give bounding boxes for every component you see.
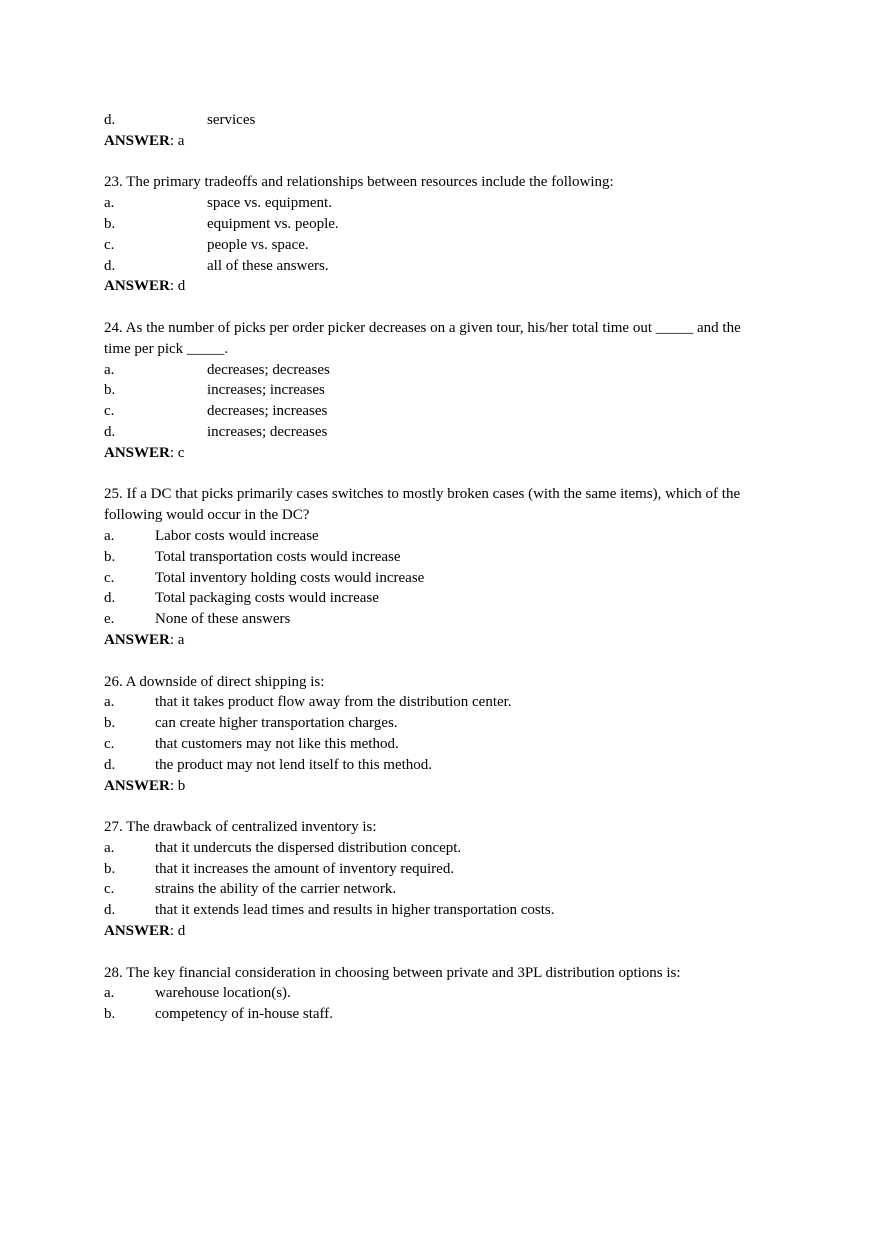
- option-letter: a.: [104, 195, 115, 212]
- option-a: [104, 526, 784, 547]
- option-letter: a.: [104, 361, 115, 378]
- option-text: that it undercuts the dispersed distribution concept.: [155, 839, 462, 856]
- option-text: increases; decreases: [207, 423, 328, 440]
- option-letter: d.: [104, 423, 116, 440]
- option-text: services: [207, 112, 256, 128]
- option-text: all of these answers.: [207, 257, 329, 274]
- answer-value: : a: [169, 132, 185, 149]
- question-25-text-line2: following would occur in the DC?: [104, 507, 310, 524]
- option-text: increases; increases: [207, 382, 325, 399]
- option-b: [104, 713, 784, 734]
- answer-label: ANSWER: [104, 132, 170, 149]
- answer-label: ANSWER: [104, 444, 170, 461]
- option-letter: d.: [104, 257, 116, 274]
- answer-value: : a: [169, 631, 185, 648]
- option-b: [104, 1004, 784, 1025]
- option-letter: b.: [104, 860, 116, 877]
- option-text: equipment vs. people.: [207, 215, 339, 232]
- option-letter: a.: [104, 527, 115, 544]
- option-text: the product may not lend itself to this method.: [155, 756, 433, 773]
- question-24-text-line1: 24. As the number of picks per order picker decreases on a given tour, his/her total time out _____ and the: [104, 319, 741, 336]
- answer-label: ANSWER: [104, 777, 170, 794]
- option-text: Labor costs would increase: [155, 527, 319, 544]
- option-letter: b.: [104, 715, 116, 732]
- document-page: [104, 110, 784, 1025]
- option-b: [104, 859, 784, 880]
- option-letter: c.: [104, 569, 115, 586]
- option-letter: d.: [104, 756, 116, 773]
- option-letter: c.: [104, 735, 115, 752]
- option-c: [104, 401, 784, 422]
- option-c: [104, 568, 784, 589]
- option-text: that it takes product flow away from the distribution center.: [155, 694, 512, 711]
- option-text: that customers may not like this method.: [155, 735, 399, 752]
- option-letter: d.: [104, 590, 116, 607]
- option-d: [104, 900, 784, 921]
- answer-line: [104, 131, 784, 152]
- answer-label: ANSWER: [104, 631, 170, 648]
- answer-label: ANSWER: [104, 278, 170, 295]
- option-text: can create higher transportation charges.: [155, 715, 398, 732]
- option-letter: d.: [104, 902, 116, 919]
- option-letter: a.: [104, 985, 115, 1002]
- option-d: [104, 755, 784, 776]
- option-text: Total transportation costs would increase: [155, 548, 401, 565]
- option-text: that it increases the amount of inventory required.: [155, 860, 455, 877]
- option-d: [104, 256, 784, 277]
- option-letter: c.: [104, 403, 115, 420]
- question-25-text-line1: 25. If a DC that picks primarily cases switches to mostly broken cases (with the same items), which of the: [104, 486, 741, 503]
- answer-value: : d: [169, 923, 186, 940]
- option-b: [104, 214, 784, 235]
- option-a: [104, 983, 784, 1004]
- question-24-text-line2: time per pick _____.: [104, 340, 229, 357]
- answer-value: : c: [169, 444, 185, 461]
- option-letter: b.: [104, 1006, 116, 1023]
- answer-value: : d: [169, 278, 186, 295]
- option-b: [104, 547, 784, 568]
- answer-line: [104, 276, 784, 297]
- option-text: decreases; increases: [207, 403, 328, 420]
- answer-value: : b: [169, 777, 186, 794]
- option-text: that it extends lead times and results in higher transportation costs.: [155, 902, 555, 919]
- option-e: [104, 609, 784, 630]
- answer-line: [104, 443, 784, 464]
- question-28-text: 28. The key financial consideration in choosing between private and 3PL distribution options is:: [104, 964, 681, 981]
- answer-label: ANSWER: [104, 923, 170, 940]
- option-letter: c.: [104, 881, 115, 898]
- option-d: [104, 422, 784, 443]
- option-a: [104, 360, 784, 381]
- option-a: [104, 692, 784, 713]
- option-text: decreases; decreases: [207, 361, 330, 378]
- option-letter: e.: [104, 611, 115, 628]
- option-text: Total inventory holding costs would increase: [155, 569, 425, 586]
- option-text: strains the ability of the carrier network.: [155, 881, 397, 898]
- option-text: Total packaging costs would increase: [155, 590, 379, 607]
- answer-line: [104, 630, 784, 651]
- option-letter: d.: [104, 112, 116, 128]
- option-letter: b.: [104, 548, 116, 565]
- option-letter: a.: [104, 694, 115, 711]
- answer-line: [104, 776, 784, 797]
- option-text: competency of in-house staff.: [155, 1006, 334, 1023]
- option-c: [104, 734, 784, 755]
- option-c: [104, 879, 784, 900]
- option-letter: b.: [104, 382, 116, 399]
- question-26-text: 26. A downside of direct shipping is:: [104, 673, 325, 690]
- option-a: [104, 838, 784, 859]
- option-b: [104, 380, 784, 401]
- option-text: None of these answers: [155, 611, 291, 628]
- answer-line: [104, 921, 784, 942]
- option-d: [104, 110, 784, 131]
- question-27-text: 27. The drawback of centralized inventory is:: [104, 819, 377, 836]
- option-letter: a.: [104, 839, 115, 856]
- option-letter: b.: [104, 215, 116, 232]
- option-letter: c.: [104, 236, 115, 253]
- option-text: space vs. equipment.: [207, 195, 332, 212]
- option-text: people vs. space.: [207, 236, 309, 253]
- option-d: [104, 588, 784, 609]
- option-text: warehouse location(s).: [155, 985, 291, 1002]
- option-a: [104, 193, 784, 214]
- option-c: [104, 235, 784, 256]
- question-23-text: 23. The primary tradeoffs and relationships between resources include the following:: [104, 174, 614, 191]
